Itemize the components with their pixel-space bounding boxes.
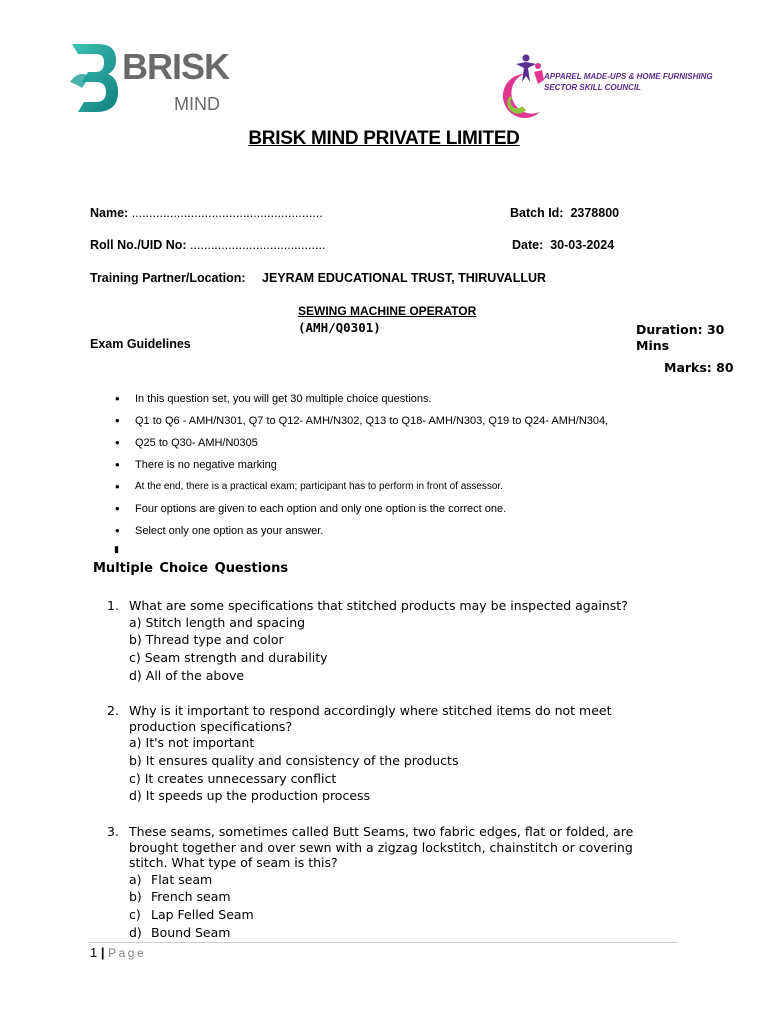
guideline-item: • Q1 to Q6 - AMH/N301, Q7 to Q12- AMH/N302, Q13 to Q18- AMH/N303, Q19 to Q24- AMH/N304, (115, 410, 715, 432)
roll-label: Roll No./UID No: (90, 238, 187, 252)
option: b) Thread type and color (129, 632, 284, 648)
training-partner-label: Training Partner/Location: (90, 271, 246, 285)
option: c) Seam strength and durability (129, 650, 328, 666)
page-number: 1 (90, 945, 98, 960)
brand-sub: MIND (174, 94, 220, 114)
guideline-item: • Select only one option as your answer. (115, 520, 715, 542)
council-name-line1: APPAREL MADE-UPS & HOME FURNISHING (544, 72, 713, 81)
council-name-line2: SECTOR SKILL COUNCIL (544, 83, 642, 92)
option-text: Bound Seam (151, 924, 231, 940)
batch-label: Batch Id: (510, 206, 564, 220)
page-label: Page (108, 946, 147, 960)
option-letter: d) (129, 924, 142, 940)
guideline-item: • Q25 to Q30- AMH/N0305 (115, 432, 715, 454)
sector-skill-council-logo (500, 52, 713, 122)
option-text: French seam (151, 889, 231, 905)
question-text: Why is it important to respond accordingly where stitched items do not meet production specifications? (129, 703, 612, 734)
question-number: 2. (107, 703, 119, 718)
guidelines-list (115, 388, 715, 542)
name-field (90, 206, 323, 220)
guideline-item: • Four options are given to each option and only one option is the correct one. (115, 498, 715, 520)
batch-value: 2378800 (570, 206, 620, 220)
footer-separator: | (100, 945, 105, 960)
option-letter: c) (129, 907, 141, 923)
exam-marks: Marks: 80 (664, 360, 734, 375)
batch-field (510, 206, 619, 220)
option: a) It's not important (129, 735, 255, 750)
name-value: ....................................................... (131, 206, 323, 220)
guideline-item: • At the end, there is a practical exam; participant has to perform in front of assessor. (115, 476, 715, 498)
option: d) All of the above (129, 667, 245, 683)
date-value: 30-03-2024 (550, 238, 615, 252)
option (129, 871, 647, 889)
question-3 (107, 824, 647, 942)
option: b) It ensures quality and consistency of the products (129, 752, 459, 768)
page-title: BRISK MIND PRIVATE LIMITED (248, 128, 520, 149)
question-1 (107, 598, 647, 685)
guideline-item: • There is no negative marking (115, 454, 715, 476)
option: a) Stitch length and spacing (129, 614, 306, 630)
question-number: 3. (107, 824, 119, 839)
option-letter: b) (129, 889, 142, 905)
option: d) It speeds up the production process (129, 788, 371, 804)
option (129, 906, 647, 924)
council-emblem-icon (500, 52, 546, 122)
option (129, 888, 647, 906)
question-number: 1. (107, 598, 119, 613)
date-field (512, 238, 614, 252)
brand-name: BRISK (122, 46, 230, 87)
course-info (298, 304, 476, 335)
roll-field (90, 238, 325, 252)
question-text: These seams, sometimes called Butt Seams, two fabric edges, flat or folded, are brought together and over sewn with a zigzag lockstitch, chainstitch or covering stitch. What type of seam is this? (129, 824, 634, 870)
question-2 (107, 703, 647, 805)
guidelines-title: Exam Guidelines (90, 337, 191, 351)
exam-duration: Duration: 30 Mins (636, 322, 725, 353)
option-text: Flat seam (151, 871, 213, 887)
roll-value: ....................................... (190, 238, 326, 252)
option (129, 924, 647, 942)
course-name: SEWING MACHINE OPERATOR (298, 304, 477, 318)
empty-bullet: ▮ (114, 544, 119, 554)
date-label: Date: (512, 238, 544, 252)
footer-divider (88, 942, 678, 943)
option: c) It creates unnecessary conflict (129, 770, 337, 786)
brisk-mind-logo (68, 40, 230, 120)
guideline-item: • In this question set, you will get 30 multiple choice questions. (115, 388, 715, 410)
training-partner-value: JEYRAM EDUCATIONAL TRUST, THIRUVALLUR (262, 271, 547, 285)
page-footer (90, 945, 146, 960)
mcq-title: Multiple Choice Questions (93, 561, 289, 576)
course-code: (AMH/Q0301) (298, 320, 381, 335)
name-label: Name: (90, 206, 129, 220)
option-letter: a) (129, 871, 142, 887)
option-text: Lap Felled Seam (151, 907, 254, 923)
question-text: What are some specifications that stitched products may be inspected against? (129, 598, 628, 613)
